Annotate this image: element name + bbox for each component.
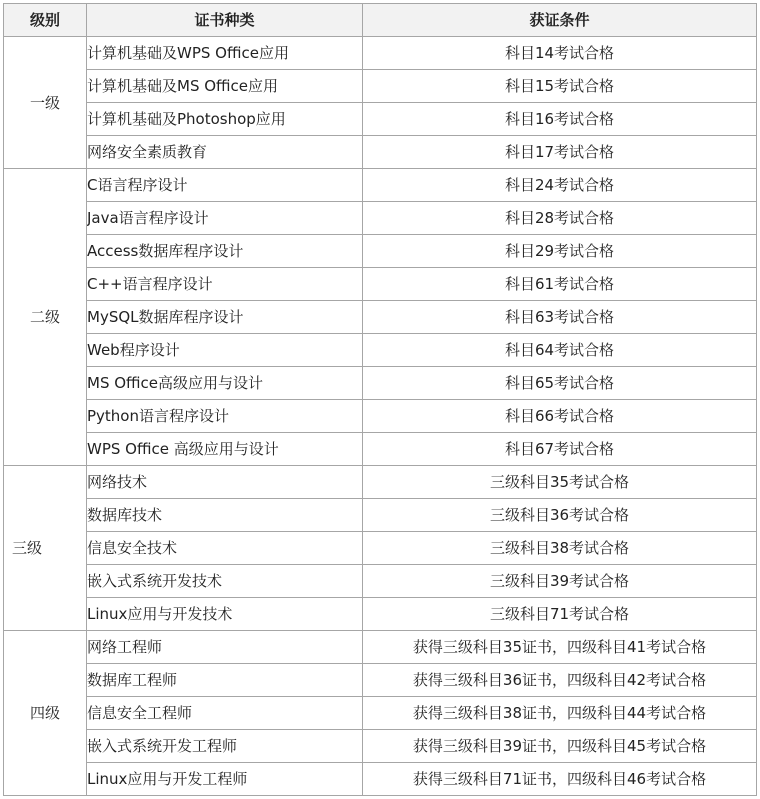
condition-cell: 科目63考试合格: [363, 301, 757, 334]
condition-cell: 三级科目71考试合格: [363, 598, 757, 631]
header-row: [4, 4, 757, 37]
table-row: [4, 268, 757, 301]
table-row: [4, 136, 757, 169]
certificate-type-cell: 网络安全素质教育: [87, 136, 363, 169]
certificate-type-cell: 计算机基础及WPS Office应用: [87, 37, 363, 70]
table-row: [4, 697, 757, 730]
certificate-type-cell: 计算机基础及MS Office应用: [87, 70, 363, 103]
condition-cell: 获得三级科目71证书，四级科目46考试合格: [363, 763, 757, 796]
level-cell: 四级: [4, 631, 87, 796]
condition-cell: 获得三级科目35证书，四级科目41考试合格: [363, 631, 757, 664]
condition-cell: 三级科目39考试合格: [363, 565, 757, 598]
condition-cell: 科目66考试合格: [363, 400, 757, 433]
condition-cell: 科目64考试合格: [363, 334, 757, 367]
table-row: [4, 631, 757, 664]
table-row: [4, 202, 757, 235]
condition-cell: 科目61考试合格: [363, 268, 757, 301]
table-row: [4, 169, 757, 202]
condition-cell: 科目24考试合格: [363, 169, 757, 202]
certificate-type-cell: 信息安全工程师: [87, 697, 363, 730]
certificate-type-cell: Python语言程序设计: [87, 400, 363, 433]
table-row: [4, 532, 757, 565]
certificate-type-cell: Java语言程序设计: [87, 202, 363, 235]
table-body: [4, 37, 757, 796]
condition-cell: 三级科目36考试合格: [363, 499, 757, 532]
condition-cell: 科目17考试合格: [363, 136, 757, 169]
condition-cell: 科目67考试合格: [363, 433, 757, 466]
table-row: [4, 565, 757, 598]
certificate-type-cell: Access数据库程序设计: [87, 235, 363, 268]
header-condition: 获证条件: [363, 4, 757, 37]
certificate-type-cell: 嵌入式系统开发工程师: [87, 730, 363, 763]
table-row: [4, 37, 757, 70]
header-type: 证书种类: [87, 4, 363, 37]
certificate-type-cell: Web程序设计: [87, 334, 363, 367]
table-row: [4, 367, 757, 400]
table-row: [4, 400, 757, 433]
header-level: 级别: [4, 4, 87, 37]
condition-cell: 科目16考试合格: [363, 103, 757, 136]
certificate-table: [3, 3, 757, 796]
condition-cell: 三级科目38考试合格: [363, 532, 757, 565]
table-row: [4, 235, 757, 268]
certificate-type-cell: MS Office高级应用与设计: [87, 367, 363, 400]
certificate-type-cell: MySQL数据库程序设计: [87, 301, 363, 334]
certificate-type-cell: 网络工程师: [87, 631, 363, 664]
condition-cell: 获得三级科目36证书，四级科目42考试合格: [363, 664, 757, 697]
condition-cell: 科目28考试合格: [363, 202, 757, 235]
certificate-type-cell: Linux应用与开发技术: [87, 598, 363, 631]
certificate-type-cell: Linux应用与开发工程师: [87, 763, 363, 796]
certificate-type-cell: 网络技术: [87, 466, 363, 499]
certificate-type-cell: 数据库工程师: [87, 664, 363, 697]
level-cell: 三级: [4, 466, 87, 631]
table-row: [4, 730, 757, 763]
condition-cell: 科目14考试合格: [363, 37, 757, 70]
table-row: [4, 763, 757, 796]
table-row: [4, 70, 757, 103]
table-row: [4, 466, 757, 499]
table-row: [4, 499, 757, 532]
certificate-type-cell: C语言程序设计: [87, 169, 363, 202]
certificate-type-cell: 信息安全技术: [87, 532, 363, 565]
level-cell: 一级: [4, 37, 87, 169]
condition-cell: 科目65考试合格: [363, 367, 757, 400]
table-row: [4, 334, 757, 367]
certificate-type-cell: 嵌入式系统开发技术: [87, 565, 363, 598]
condition-cell: 三级科目35考试合格: [363, 466, 757, 499]
certificate-type-cell: 数据库技术: [87, 499, 363, 532]
level-cell: 二级: [4, 169, 87, 466]
certificate-type-cell: 计算机基础及Photoshop应用: [87, 103, 363, 136]
table-row: [4, 664, 757, 697]
table-row: [4, 433, 757, 466]
table-row: [4, 103, 757, 136]
condition-cell: 科目29考试合格: [363, 235, 757, 268]
certificate-type-cell: WPS Office 高级应用与设计: [87, 433, 363, 466]
table-row: [4, 301, 757, 334]
condition-cell: 获得三级科目38证书，四级科目44考试合格: [363, 697, 757, 730]
condition-cell: 科目15考试合格: [363, 70, 757, 103]
condition-cell: 获得三级科目39证书，四级科目45考试合格: [363, 730, 757, 763]
table-row: [4, 598, 757, 631]
certificate-type-cell: C++语言程序设计: [87, 268, 363, 301]
